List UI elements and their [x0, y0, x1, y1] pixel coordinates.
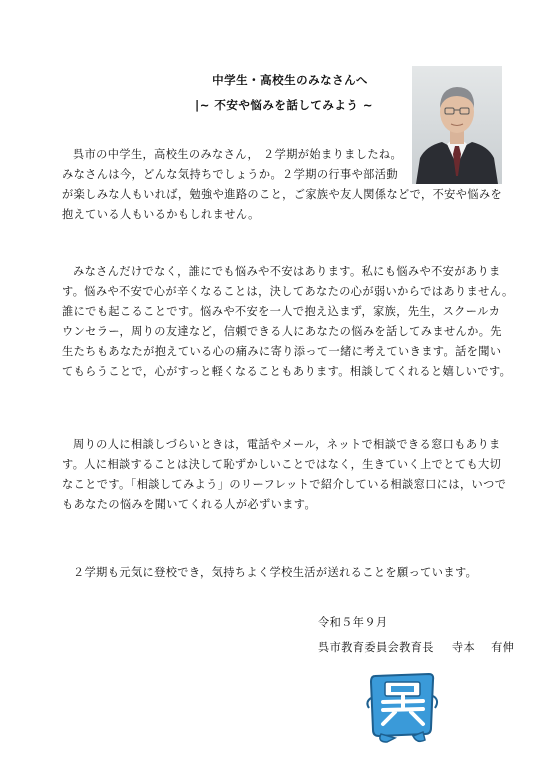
paragraph-line: ウンセラー，周りの友達など，信頼できる人にあなたの悩みを話してみませんか。先	[62, 325, 502, 338]
paragraph-line: みなさんは今，どんな気持ちでしょうか。２学期の行事や部活動	[62, 168, 398, 181]
paragraph-1	[62, 145, 512, 225]
paragraph-line: す。人に相談することは決して恥ずかしいことではなく，生きていく上でとても大切	[62, 458, 502, 471]
paragraph-line: 呉市の中学生，高校生のみなさん， ２学期が始まりましたね。	[73, 148, 403, 161]
paragraph-line: 誰にでも起こることです。悩みや不安を一人で抱え込まず，家族，先生，スクールカ	[62, 305, 501, 318]
paragraph-4	[62, 563, 512, 583]
paragraph-line: てもらうことで，心がすっと軽くなることもあります。相談してくれると嬉しいです。	[62, 365, 512, 378]
paragraph-line: なことです。「相談してみよう」のリーフレットで紹介している相談窓口には，いつで	[62, 478, 507, 491]
paragraph-line: 周りの人に相談しづらいときは，電話やメール，ネットで相談できる窓口もありま	[73, 438, 501, 451]
mascot-icon	[365, 668, 440, 746]
signer-surname: 寺本	[451, 641, 476, 654]
kure-mascot-logo	[365, 668, 440, 746]
signature-line	[318, 639, 514, 655]
letter-date: 令和５年９月	[318, 616, 388, 629]
signer-given-name: 有伸	[491, 641, 515, 654]
paragraph-line: す。悩みや不安で心が辛くなることは，決してあなたの心が弱いからではありません。	[62, 285, 514, 298]
paragraph-line: もあなたの悩みを聞いてくれる人が必ずいます。	[62, 498, 317, 511]
paragraph-line: ２学期も元気に登校でき，気持ちよく学校生活が送れることを願っています。	[73, 566, 478, 579]
letter-subtitle: |~ 不安や悩みを話してみよう ~	[195, 98, 373, 112]
paragraph-line: みなさんだけでなく，誰にでも悩みや不安はあります。私にも悩みや不安がありま	[73, 265, 501, 278]
paragraph-line: が楽しみな人もいれば，勉強や進路のこと，ご家族や友人関係などで，不安や悩みを	[62, 188, 503, 201]
paragraph-line: 抱えている人もいるかもしれません。	[62, 208, 260, 221]
signer-title: 呉市教育委員会教育長	[318, 641, 434, 654]
paragraph-line: 生たちもあなたが抱えている心の痛みに寄り添って一緒に考えていきます。話を聞い	[62, 345, 502, 358]
letter-title: 中学生・高校生のみなさんへ	[212, 73, 368, 87]
paragraph-2	[62, 262, 512, 382]
paragraph-3	[62, 435, 512, 515]
